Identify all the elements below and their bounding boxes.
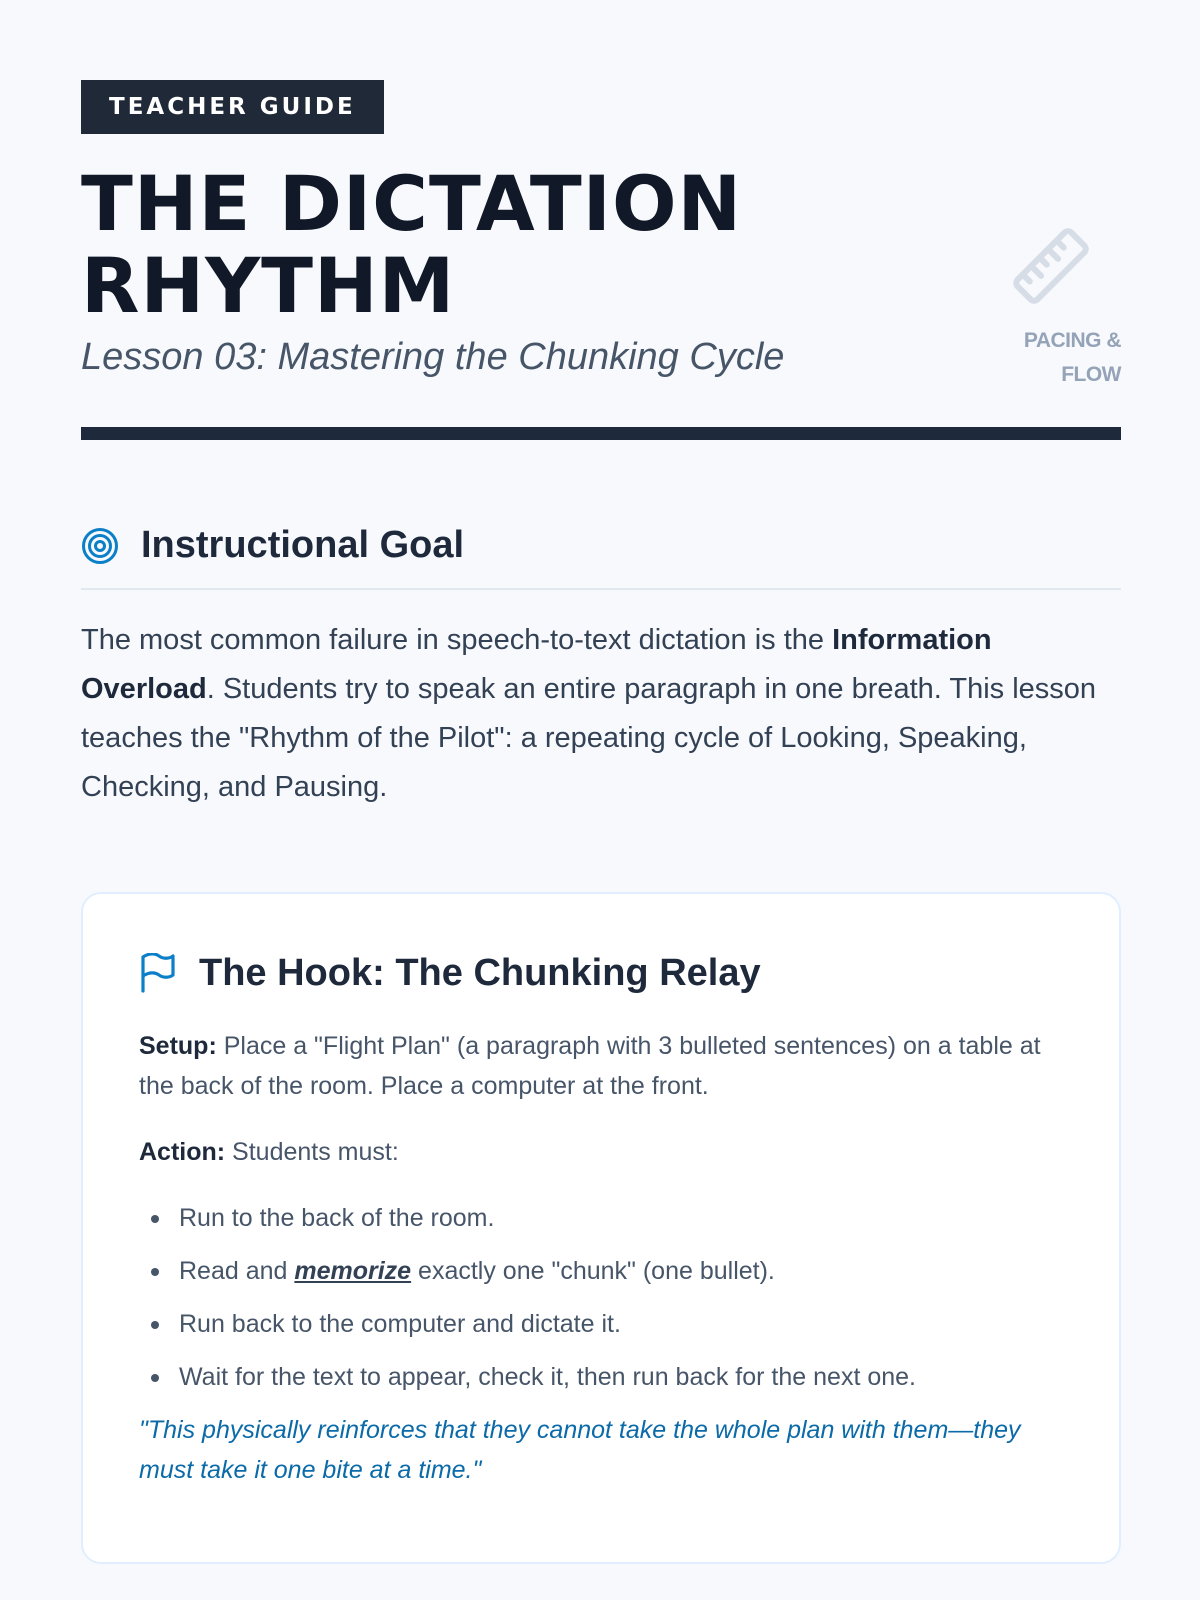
list-item: Wait for the text to appear, check it, then run back for the next one. [139,1357,1069,1397]
information-overload-term: Information Overload [81,624,992,705]
instructional-goal-header [81,520,1121,590]
ruler-icon [941,224,1121,308]
setup-paragraph: Setup: Place a "Flight Plan" (a paragraph with 3 bulleted sentences) on a table at the back of the room. Place a computer at the front. [139,1032,1041,1100]
list-item: Run to the back of the room. [139,1198,1069,1238]
hook-quote: "This physically reinforces that they cannot take the whole plan with them—they must take it one bite at a time." [139,1416,1021,1484]
hook-card-body [139,1026,1069,1490]
pacing-flow-label: PACING & FLOW [1023,329,1121,386]
hook-card [81,892,1121,1564]
pacing-flow-tag [941,224,1121,392]
memorize-emphasis: memorize [294,1257,412,1285]
instructional-goal-heading: Instructional Goal [141,524,465,566]
list-item: Run back to the computer and dictate it. [139,1304,1069,1344]
instructional-goal-text: The most common failure in speech-to-text dictation is the Information Overload. Students try to speak an entire paragraph in one breath. This lesson teaches the "Rhythm of the Pilot": a repeating cycle of Looking, Speaking, Checking, and Pausing. [81,624,1097,803]
hook-card-title: The Hook: The Chunking Relay [199,952,761,994]
page-title: THE DICTATION RHYTHM [81,159,743,330]
header-divider [81,427,1121,440]
list-item: Read and memorize exactly one "chunk" (one bullet). [139,1251,1069,1291]
teacher-guide-badge: TEACHER GUIDE [81,80,384,134]
lesson-subtitle: Lesson 03: Mastering the Chunking Cycle [81,336,785,378]
action-paragraph: Action: Students must: [139,1138,399,1166]
action-steps-list [139,1198,1069,1397]
